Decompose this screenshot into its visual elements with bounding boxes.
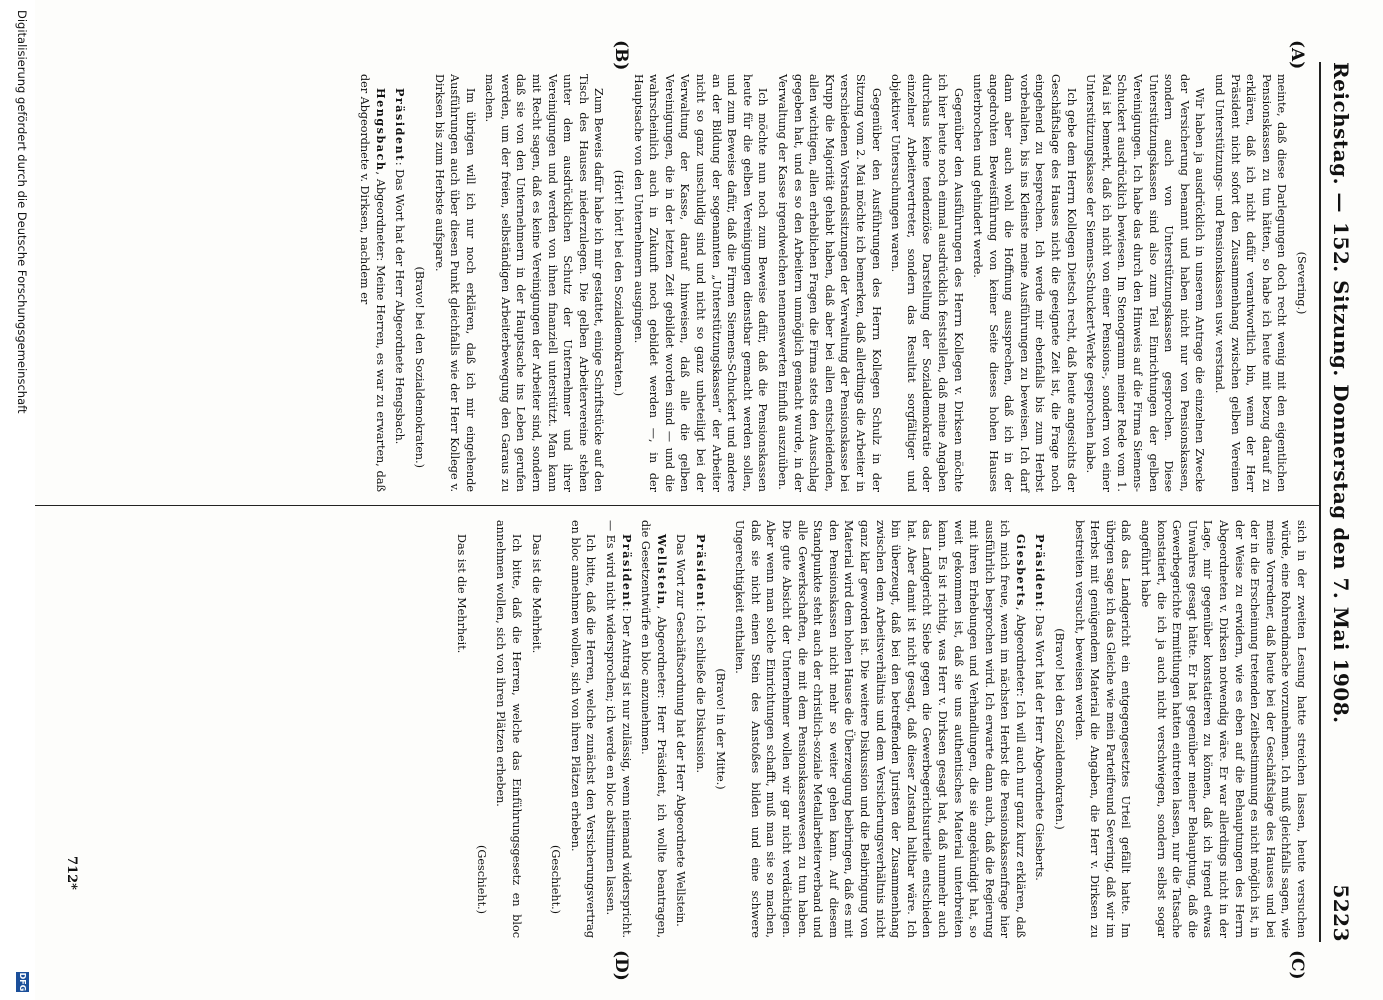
paragraph: Ich gebe dem Herrn Kollegen Dietsch recht, daß heute angesichts der Geschäftslage des Hauses nicht die geeignete Zeit ist, die Frage noch eingehend zu besprechen. Ich werde mir ebenfalls bis zum Herbst vorbehalten, bis ins Kleinste meine Ausführungen zu beweisen. Ich darf dann aber auch wohl die Hoffnung aussprechen, daß ich in der angedrohten Beweisführung von keiner Seite dieses hohen Hauses unterbrochen und gehindert werde.: [971, 74, 1078, 492]
margin-letter-c: (C): [1287, 950, 1307, 980]
paragraph: sich in der zweiten Lesung hatte streichen lassen, heute versuchen würde, eine Rohrendmache vorzunehmen. Ich muß gleichfalls sagen, wie meine Vorredner, daß heute bei der Geschäftslage des Hauses und bei der in die Erscheinung tretenden Zeitbestimmung es nicht möglich ist, in der Weise zu erwidern, wie es eben auf die Behauptungen des Herrn Abgeordneten v. Dirksen notwendig wäre. Er war allerdings nicht in der Lage, mir gegenüber konstatieren zu können, daß ich irgend etwas Unwahres gesagt hätte. Er hat gegenüber meiner Behauptung, daß die Gewerbegerichte Ermittlungen hatten eintreten lassen, nur die Tatsache konstatiert, die ich ja auch nicht verschwiegen, sondern selbst sogar angeführt habe: [1139, 520, 1308, 938]
paragraph: meinte, daß diese Darlegungen doch recht wenig mit den eigentlichen Pensionskassen zu tun hätten, so habe ich heute mit bezug darauf zu erklären, daß ich nicht dafür verantwortlich bin, wenn der Herr Präsident nicht sofort den Zusammenhang zwischen gelben Vereinen und Unterstützungs- und Pensionskassen usw. verstand.: [1213, 74, 1289, 492]
speaker-paragraph: Wellstein, Abgeordneter: Herr Präsident, ich wollte beantragen, die Gesetzentwürfe en bloc anzunehmen.: [639, 520, 669, 938]
speaker-paragraph: Hengsbach, Abgeordneter: Meine Herren, es war zu erwarten, daß der Abgeordnete v. Dirksen, nachdem er: [358, 74, 388, 492]
speaker-name: Wellstein: [654, 534, 669, 606]
speaker-name: Hengsbach: [373, 88, 388, 172]
credit-bar: [0, 0, 35, 1000]
paragraph: Wir haben ja ausdrücklich in unserem Antrage die einzelnen Zwecke der Versicherung benannt und haben nicht nur von Pensionskassen, sondern auch von Unterstützungskassen gesprochen. Diese Unterstützungskassen sind also zum Teil Einrichtungen der gelben Vereinigungen. Ich habe das durch den Hinweis auf die Firma Siemens-Schuckert ausdrücklich bewiesen. Im Stenogramm meiner Rede vom 1. Mai ist bemerkt, daß ich nicht von einer Pensions-, sondern von einer Unterstützungskasse der Siemens-Schuckert-Werke gesprochen habe.: [1084, 74, 1207, 492]
speaker-paragraph: Präsident: Das Wort hat der Herr Abgeordnete Hengsbach.: [393, 88, 408, 445]
margin-letter-d: (D): [611, 950, 631, 981]
page-header: [1321, 62, 1361, 942]
interjection: (Geschieht.): [549, 845, 563, 914]
paragraph: Das Wort zur Geschäftsordnung hat der Herr Abgeordnete Wellstein.: [674, 534, 688, 927]
digitization-credit: Digitalisierung gefördert durch die Deutsche Forschungsgemeinschaft: [15, 10, 29, 414]
paragraph: Im übrigen will ich nur noch erklären, daß ich mir eingehende Ausführungen auch über diesen Punkt gleichfalls wie der Herr Kollege v. Dirksen bis zum Herbste aufspare.: [432, 74, 477, 492]
speaker-paragraph: Präsident: Ich schließe die Diskussion.: [694, 534, 709, 774]
column-divider: [29, 505, 1319, 506]
page-number: 5223: [1329, 884, 1353, 942]
right-column: [450, 520, 1309, 938]
paragraph: Ich möchte nun noch zum Beweise dafür, daß die Pensionskassen heute für die gelben Vereinigungen dienstbar gemacht werden sollen, und zum Beweise dafür, daß die Firmen Siemens-Schuckert und andere an der Bildung der sogenannten „Unterstützungskassen“ der Arbeiter nicht so ganz unschuldig sind und nicht so ganz unbeteiligt bei der Verwaltung der Kasse, darauf hinweisen, daß alle die gelben Vereinigungen, die in der letzten Zeit gebildet worden sind — und die wahrscheinlich auch in Zukunft noch gebildet werden —, in der Hauptsache von den Unternehmern ausgingen.: [631, 74, 770, 492]
header-rule: [1319, 62, 1321, 942]
speaker-name: Präsident: [694, 534, 709, 608]
speaker-paragraph: Giesberts, Abgeordneter: Ich will auch nur ganz kurz erklären, daß ich mich freue, wenn im nächsten Herbst die Pensionskassenfrage hier ausführlich besprochen wird. Ich erwarte dann auch, daß die Regierung mit ihren Erhebungen und Verhandlungen, die sie angekündigt hat, so weit gekommen ist, daß sie uns authentisches Material unterbreiten kann. Es ist richtig, was Herr v. Dirksen gesagt hat, daß nunmehr auch das Landgericht Siebe gegen die Gewerbegerichtsurteile entschieden hat. Aber damit ist nicht gesagt, daß dieser Zustand haltbar wäre. Ich bin überzeugt, daß bei den betreffenden Juristen der Zusammenhang zwischen dem Arbeitsverhältnis und dem Versicherungsverhältnis nicht ganz klar geworden ist. Die weitere Diskussion und die Beibringung von Material wird dem hohen Hause die Überzeugung beibringen, daß es mit den Pensionskassen nicht mehr so weiter gehen kann. Auf diesem Standpunkte steht auch der christlich-soziale Metallarbeiterverband und alle Gewerkschaften, die mit dem Pensionskassenwesen zu tun haben. Die gute Absicht der Unternehmer wollen wir gar nicht verdächtigen. Aber wenn man solche Einrichtungen schafft, muß man sie so machen, daß sie nicht einen Stein des Anstoßes bilden und eine schwere Ungerechtigkeit enthalten.: [733, 520, 1028, 938]
margin-letter-b: (B): [611, 40, 631, 71]
paragraph: Ich bitte, daß die Herren, welche zunächst den Versicherungsvertrag en bloc annehmen wollen, sich von ihren Plätzen erheben.: [568, 520, 598, 938]
speaker-heading: (Severing.): [1295, 251, 1308, 315]
header-left: Reichstag. —: [1329, 62, 1353, 214]
dfg-logo-icon: DFG: [18, 972, 27, 992]
speaker-name: Giesberts: [1013, 534, 1028, 608]
paragraph: daß das Landgericht ein entgegengesetztes Urteil gefällt hatte. Im übrigen sage ich das Gleiche wie mein Parteifreund Severing, daß wir im Herbst mit genügendem Material die Angaben, die Herr v. Dirksen zu bestreiten versucht, beweisen werden.: [1072, 520, 1133, 938]
page-footer: 712*: [64, 856, 79, 890]
interjection: (Geschieht.): [474, 845, 488, 914]
left-column: [353, 74, 1309, 492]
speaker-paragraph: Präsident: Das Wort hat der Herr Abgeordnete Giesberts.: [1033, 534, 1048, 881]
paragraph: Ich bitte, daß die Herren, welche das Einführungsgesetz en bloc annehmen wollen, sich von ihren Plätzen erheben.: [494, 520, 524, 938]
margin-letter-a: (A): [1287, 40, 1307, 70]
interjection: (Bravo! in der Mitte.): [713, 668, 727, 790]
header-center: 152. Sitzung. Donnerstag den 7. Mai 1908.: [1329, 222, 1353, 724]
speaker-name: Präsident: [393, 88, 408, 162]
interjection: (Bravo! bei den Sozialdemokraten.): [1053, 628, 1067, 830]
paragraph: Zum Beweis dafür habe ich mir gestattet, einige Schriftstücke auf den Tisch des Hauses niederzulegen. Die gelben Arbeitervereine stehen unter dem ausdrücklichen Schutz der Unternehmer und ihrer Vereinigungen und werden von ihnen finanziell unterstützt. Man kann mit Recht sagen, daß es keine Vereinigungen der Arbeiter sind, sondern daß sie von den Unternehmern in der Hauptsache ins Leben gerufen werden, um der freien, selbständigen Arbeiterbewegung den Garaus zu machen.: [483, 74, 606, 492]
speaker-name: Präsident: [619, 534, 634, 608]
speaker-paragraph: Präsident: Der Antrag ist nur zulässig, wenn niemand widerspricht. — Es wird nicht widersprochen; ich werde en bloc abstimmen lassen.: [604, 520, 634, 938]
speaker-name: Präsident: [1033, 534, 1048, 608]
interjection: (Bravo! bei den Sozialdemokraten.): [412, 266, 426, 468]
interjection: (Hört! hört! bei den Sozialdemokraten.): [612, 169, 626, 397]
paragraph: Das ist die Mehrheit.: [529, 534, 543, 654]
paragraph: Gegenüber den Ausführungen des Herrn Kollegen v. Dirksen möchte ich hier heute noch einmal ausdrücklich feststellen, daß meine Angaben durchaus keine tendenziöse Darstellung der Sozialdemokratie oder einzelner Arbeitervertreter, sondern das Resultat sorgfältiger und objektiver Untersuchungen waren.: [889, 74, 965, 492]
paragraph: Das ist die Mehrheit.: [455, 534, 469, 654]
paragraph: Gegenüber den Ausführungen des Herrn Kollegen Schulz in der Sitzung vom 2. Mai möchte ich bemerken, daß allerdings die Arbeiter in verschiedenen Vorstandssitzungen der Verwaltung der Pensionskasse bei Krupp die Majorität gehabt haben, daß aber bei allen entscheidenden, allen wichtigen, allen erheblichen Fragen die Firma stets den Ausschlag gegeben hat, und es so den Arbeitern unmöglich gemacht wurde, in der Verwaltung der Kasse irgendwelchen nennenswerten Einfluß auszuüben.: [776, 74, 883, 492]
